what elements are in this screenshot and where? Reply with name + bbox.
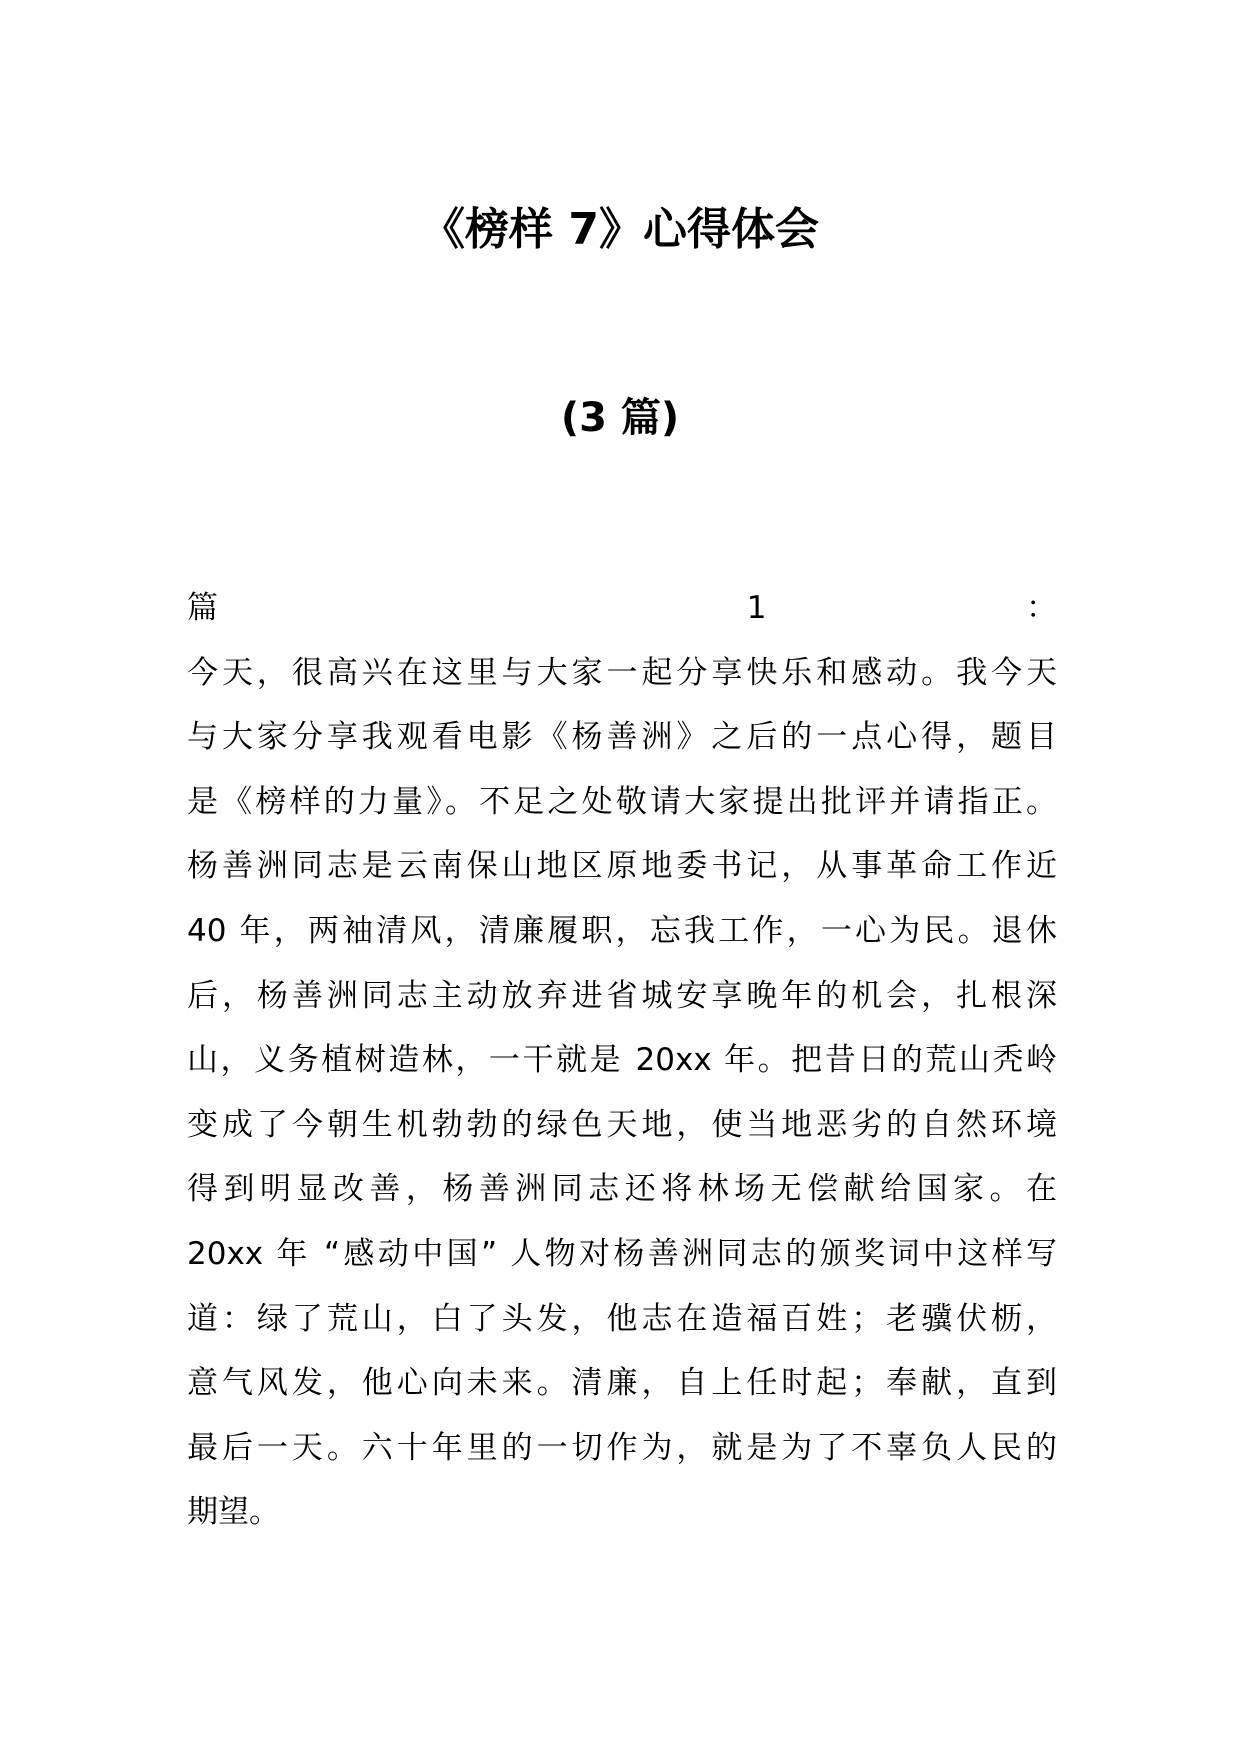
paragraph-line: 期望。 — [187, 1494, 280, 1531]
paragraph-line: 意气风发，他心向未来。清廉，自上任时起；奉献，直到 — [187, 1365, 1057, 1402]
paragraph-line: 最后一天。六十年里的一切作为，就是为了不辜负人民的 — [187, 1429, 1057, 1466]
paragraph-line: 40 年，两袖清风，清廉履职，忘我工作，一心为民。退休 — [187, 912, 1057, 949]
paragraph-line: 得到明显改善，杨善洲同志还将林场无偿献给国家。在 — [187, 1171, 1057, 1208]
document-body — [187, 576, 1057, 1545]
paragraph-line: 杨善洲同志是云南保山地区原地委书记，从事革命工作近 — [187, 848, 1057, 885]
document-subtitle: (3 篇) — [560, 395, 680, 441]
paragraph-line: 20xx 年 “感动中国” 人物对杨善洲同志的颁奖词中这样写 — [187, 1235, 1057, 1272]
paragraph-line: 道：绿了荒山，白了头发，他志在造福百姓；老骥伏枥， — [187, 1300, 1057, 1337]
paragraph-line: 是《榜样的力量》。不足之处敬请大家提出批评并请指正。 — [187, 783, 1057, 820]
document-title: 《榜样 7》心得体会 — [421, 204, 819, 255]
section-heading: 篇 1： — [187, 590, 1057, 626]
paragraph-line: 今天，很高兴在这里与大家一起分享快乐和感动。我今天 — [187, 654, 1057, 691]
paragraph-line: 变成了今朝生机勃勃的绿色天地，使当地恶劣的自然环境 — [187, 1106, 1057, 1143]
paragraph-line: 后，杨善洲同志主动放弃进省城安享晚年的机会，扎根深 — [187, 977, 1057, 1014]
paragraph-line: 山，义务植树造林，一干就是 20xx 年。把昔日的荒山秃岭 — [187, 1042, 1057, 1079]
paragraph-line: 与大家分享我观看电影《杨善洲》之后的一点心得，题目 — [187, 719, 1057, 756]
